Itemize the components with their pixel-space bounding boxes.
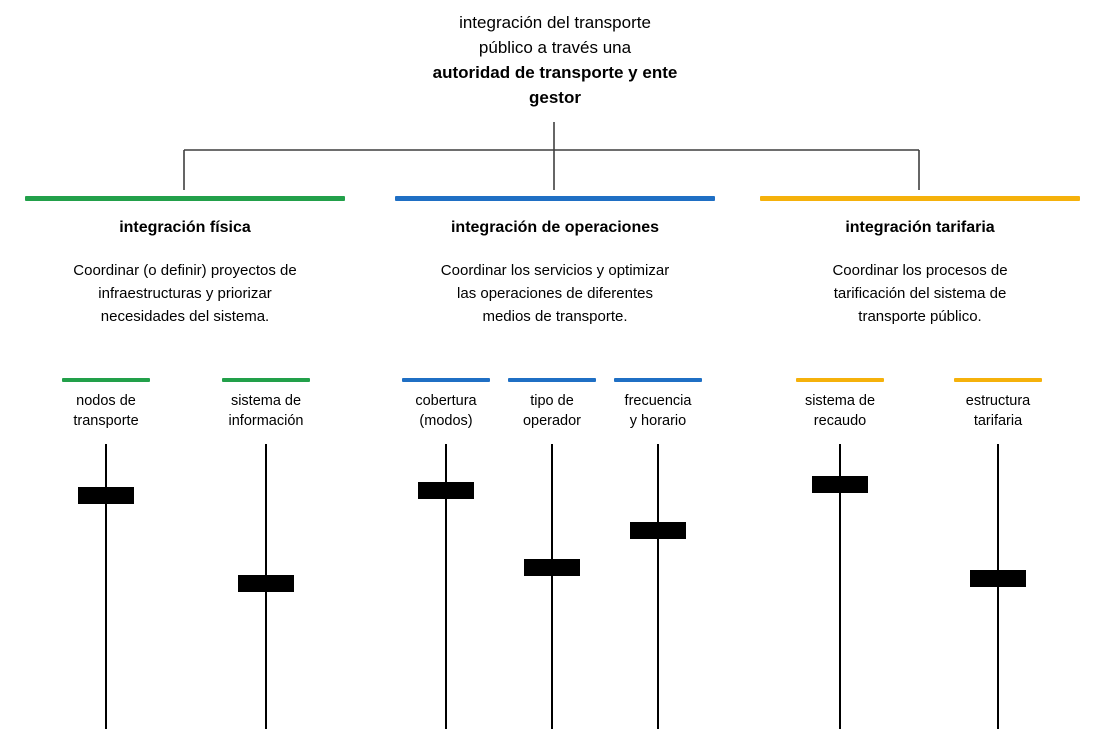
slider-track (551, 444, 553, 729)
desc-line: tarificación del sistema de (833, 285, 1007, 302)
indicator-label (610, 391, 706, 431)
desc-line: Coordinar (o definir) proyectos de (73, 262, 297, 279)
slider-sistema-de-recaudo[interactable] (792, 444, 888, 729)
indicator-label (398, 391, 494, 431)
indicator-tipo-de-operador (504, 378, 600, 431)
desc-line: transporte público. (858, 308, 982, 325)
slider-handle[interactable] (970, 570, 1026, 587)
page-title (380, 10, 730, 110)
indicator-label-line: sistema de (804, 393, 876, 409)
pillar-title-operaciones: integración de operaciones (450, 219, 660, 236)
indicator-label-line: operador (522, 413, 582, 429)
indicator-rule (222, 378, 310, 382)
title-line-3: autoridad de transporte y ente (432, 63, 678, 82)
pillar-title-tarifaria: integración tarifaria (845, 219, 995, 236)
pillar-title-fisica: integración física (119, 219, 251, 236)
indicator-label-line: y horario (629, 413, 687, 429)
slider-nodos-de-transporte[interactable] (58, 444, 154, 729)
indicator-sistema-de-recaudo (792, 378, 888, 431)
pillar-integracion-de-operaciones (395, 196, 715, 328)
indicator-label (950, 391, 1046, 431)
pillar-description-fisica (25, 259, 345, 328)
pillar-rule-fisica (25, 196, 345, 201)
desc-line: necesidades del sistema. (100, 308, 270, 325)
title-line-2: público a través una (478, 38, 632, 57)
title-line-1: integración del transporte (459, 13, 651, 32)
slider-sistema-de-informacion[interactable] (218, 444, 314, 729)
indicator-label-line: recaudo (813, 413, 867, 429)
indicator-estructura-tarifaria (950, 378, 1046, 431)
indicator-sistema-de-informacion (218, 378, 314, 431)
indicator-label-line: información (228, 413, 304, 429)
slider-estructura-tarifaria[interactable] (950, 444, 1046, 729)
title-line-4: gestor (529, 88, 581, 107)
indicator-label-line: sistema de (230, 393, 302, 409)
indicator-label-line: nodos de (76, 393, 136, 409)
indicator-label-line: tipo de (530, 393, 574, 409)
indicator-label-line: cobertura (415, 393, 477, 409)
slider-tipo-de-operador[interactable] (504, 444, 600, 729)
desc-line: Coordinar los procesos de (832, 262, 1008, 279)
indicator-nodos-de-transporte (58, 378, 154, 431)
pillar-rule-tarifaria (760, 196, 1080, 201)
indicator-label (792, 391, 888, 431)
indicator-label-line: estructura (965, 393, 1031, 409)
desc-line: infraestructuras y priorizar (98, 285, 272, 302)
indicator-rule (954, 378, 1042, 382)
pillar-description-tarifaria (760, 259, 1080, 328)
slider-cobertura-modos[interactable] (398, 444, 494, 729)
indicator-frecuencia-y-horario (610, 378, 706, 431)
pillar-rule-operaciones (395, 196, 715, 201)
pillar-integracion-fisica (25, 196, 345, 328)
desc-line: Coordinar los servicios y optimizar (440, 262, 670, 279)
slider-track (657, 444, 659, 729)
indicator-label (218, 391, 314, 431)
indicator-label (504, 391, 600, 431)
indicator-label-line: transporte (73, 413, 139, 429)
indicator-label-line: frecuencia (624, 393, 692, 409)
slider-handle[interactable] (238, 575, 294, 592)
desc-line: medios de transporte. (482, 308, 628, 325)
indicator-rule (508, 378, 596, 382)
indicator-cobertura-modos (398, 378, 494, 431)
pillar-integracion-tarifaria (760, 196, 1080, 328)
slider-handle[interactable] (524, 559, 580, 576)
indicator-label-line: (modos) (419, 413, 473, 429)
slider-frecuencia-y-horario[interactable] (610, 444, 706, 729)
indicator-rule (402, 378, 490, 382)
indicator-label (58, 391, 154, 431)
desc-line: las operaciones de diferentes (457, 285, 653, 302)
slider-handle[interactable] (78, 487, 134, 504)
slider-handle[interactable] (812, 476, 868, 493)
indicator-rule (614, 378, 702, 382)
indicator-label-line: tarifaria (973, 413, 1023, 429)
indicator-rule (62, 378, 150, 382)
pillar-description-operaciones (395, 259, 715, 328)
indicator-rule (796, 378, 884, 382)
slider-handle[interactable] (630, 522, 686, 539)
slider-handle[interactable] (418, 482, 474, 499)
